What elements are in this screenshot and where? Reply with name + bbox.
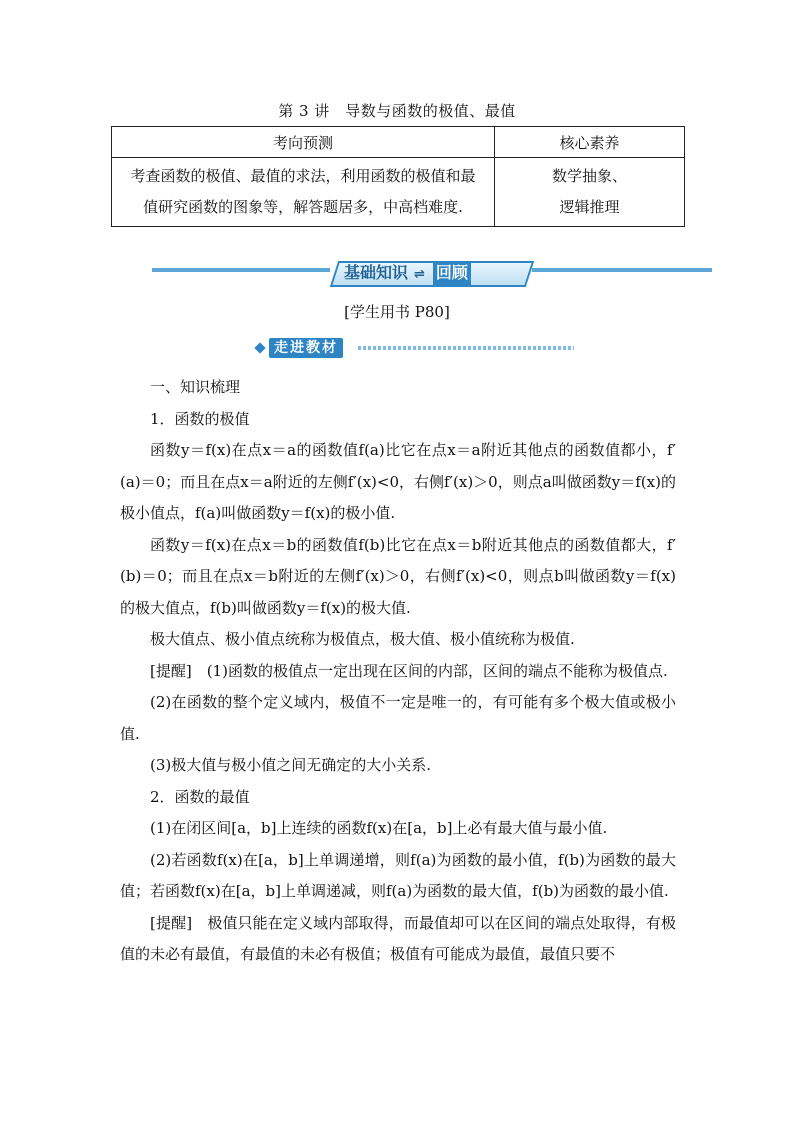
- dotted-line: [358, 346, 574, 350]
- literacy-line-2: 逻辑推理: [559, 198, 620, 216]
- literacy-cell: [495, 158, 685, 227]
- diamond-icon: [254, 342, 265, 353]
- forecast-cell: [112, 158, 495, 227]
- book-reference: [学生用书 P80]: [344, 303, 450, 321]
- paragraph-monotonic: (2)若函数f(x)在[a，b]上单调递增，则f(a)为函数的最小值，f(b)为函数的最大值；若函数f(x)在[a，b]上单调递减，则f(a)为函数的最大值，f(b)为函数的最小值.: [120, 850, 676, 900]
- banner-box: [322, 259, 538, 287]
- banner-part-2: 回顾: [433, 261, 471, 285]
- reminder-2: (2)在函数的整个定义域内，极值不一定是唯一的，有可能有多个极大值或极小值.: [120, 693, 676, 743]
- banner-line-right: [532, 268, 712, 272]
- double-arrow-icon: ⇌: [414, 267, 425, 282]
- banner-text: [344, 261, 471, 285]
- paragraph-minimum: 函数y＝f(x)在点x＝a的函数值f(a)比它在点x＝a附近其他点的函数值都小，f′(a)＝0；而且在点x＝a附近的左侧f′(x)<0，右侧f′(x)＞0，则点a叫做函数y＝f(x)的极小值点，f(a)叫做函数y＝f(x)的极小值.: [120, 441, 676, 522]
- reminder-3: (3)极大值与极小值之间无确定的大小关系.: [150, 756, 432, 774]
- forecast-line-2: 值研究函数的图象等，解答题居多，中高档难度.: [143, 198, 463, 216]
- lesson-title: 第 3 讲 导数与函数的极值、最值: [278, 102, 516, 120]
- banner-part-1: 基础知识: [344, 263, 409, 282]
- reminder-4: [提醒] 极值只能在定义域内部取得，而最值却可以在区间的端点处取得，有极值的未必有最值，有最值的未必有极值；极值有可能成为最值，最值只要不: [120, 913, 676, 963]
- heading-knowledge: 一、知识梳理: [150, 378, 241, 396]
- content-body: [120, 372, 676, 971]
- paragraph-extrema-summary: 极大值点、极小值点统称为极值点，极大值、极小值统称为极值.: [150, 630, 575, 648]
- literacy-line-1: 数学抽象、: [551, 167, 627, 185]
- info-table: [111, 126, 685, 227]
- section-banner: [152, 259, 712, 289]
- paragraph-closed-interval: (1)在闭区间[a，b]上连续的函数f(x)在[a，b]上必有最大值与最小值.: [150, 819, 608, 837]
- forecast-line-1: 考查函数的极值、最值的求法，利用函数的极值和最: [130, 167, 476, 185]
- table-row: [112, 158, 685, 227]
- heading-max-min: 2．函数的最值: [150, 787, 250, 806]
- header-cell-literacy: 核心素养: [495, 127, 685, 158]
- paragraph-maximum: 函数y＝f(x)在点x＝b的函数值f(b)比它在点x＝b附近其他点的函数值都大，f′(b)＝0；而且在点x＝b附近的左侧f′(x)＞0，右侧f′(x)<0，则点b叫做函数y＝f(x)的极大值点，f(b)叫做函数y＝f(x)的极大值.: [120, 535, 676, 617]
- reminder-1: [提醒] (1)函数的极值点一定出现在区间的内部，区间的端点不能称为极值点.: [150, 661, 668, 680]
- subsection-tag: [252, 338, 577, 358]
- header-cell-forecast: 考向预测: [112, 127, 495, 158]
- table-header-row: [112, 127, 685, 158]
- heading-extrema: 1．函数的极值: [150, 409, 250, 428]
- subsection-label: 走进教材: [269, 338, 343, 358]
- banner-line-left: [152, 268, 330, 272]
